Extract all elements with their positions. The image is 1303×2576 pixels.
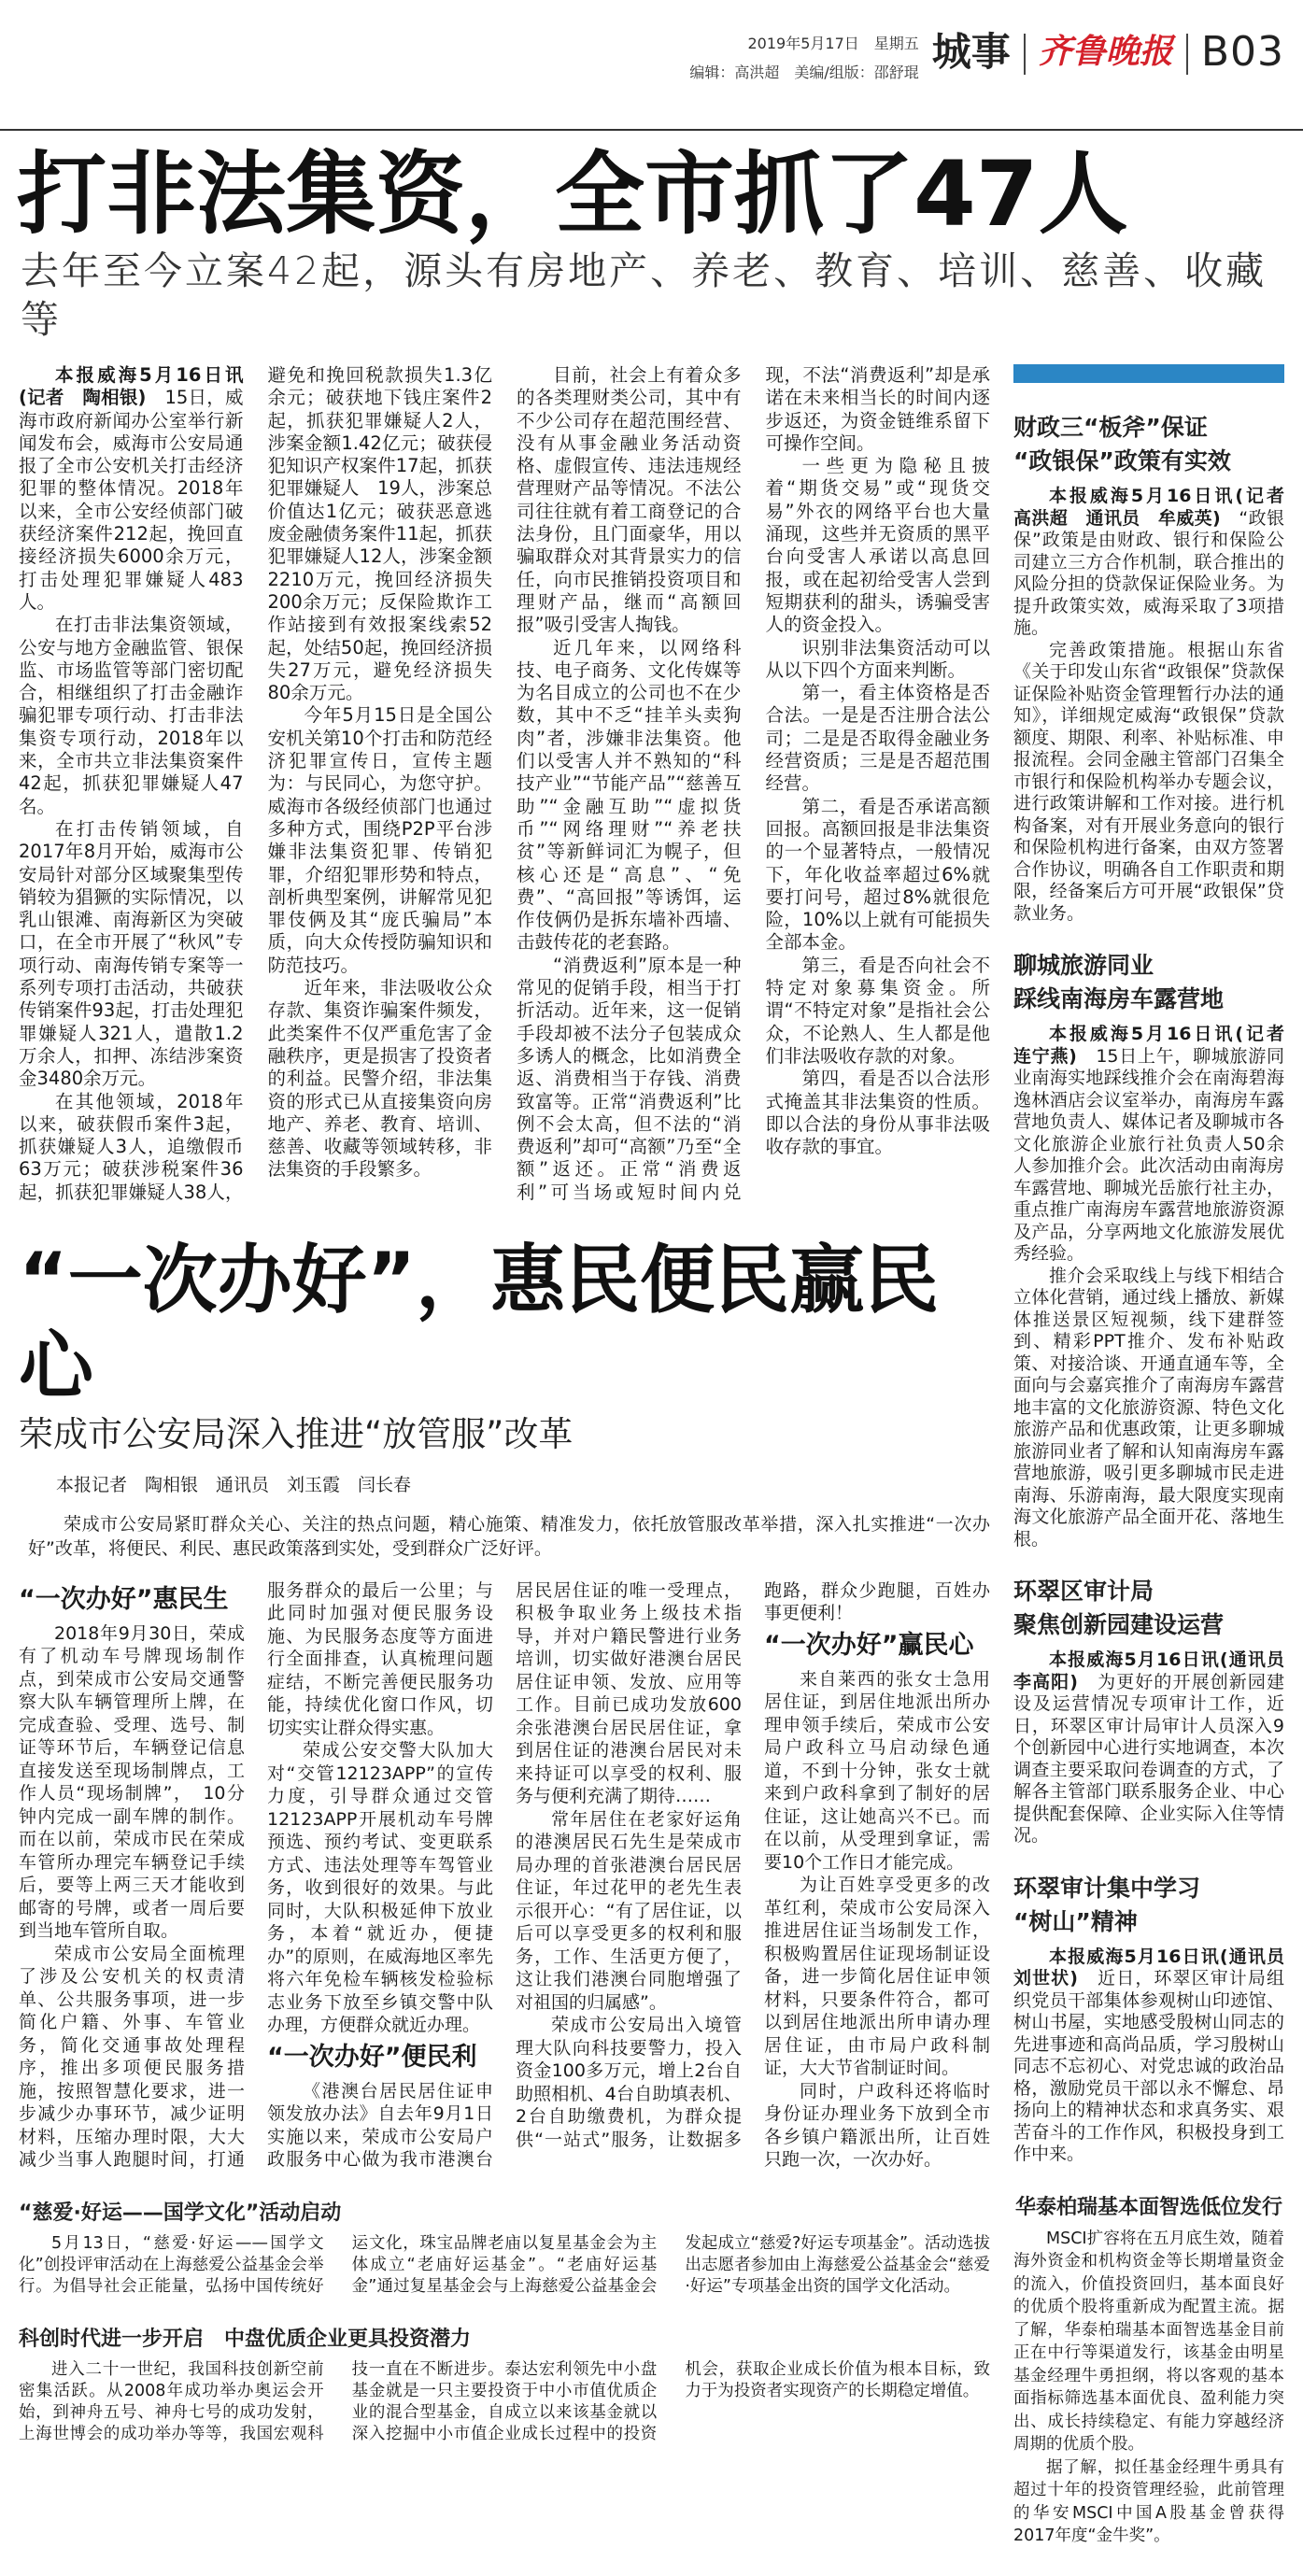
dateline: 本报威海5月16日讯(记者 连宁燕)	[1013, 1024, 1303, 1067]
brief-title: “树山”精神	[1013, 1907, 1138, 1935]
paragraph: 识别非法集资活动可以从以下四个方面来判断。	[765, 636, 990, 681]
lead-headline: 打非法集资，全市抓了47人	[17, 142, 1128, 247]
paragraph: 5月13日，“慈爱·好运——国学文化”创投评审活动在上海慈爱公益基金会举行。为倡导社会正能量，弘扬中国传统好运文化，珠宝品牌老庙以复星基金会为主体成立“老庙好运基金”。“老庙好运基金”通过复星基金会与上海慈爱公益基金会发起成立“慈爱?好运专项基金”。活动选拔出志愿者参加由上海慈爱公益基金会“慈爱·好运”专项基金出资的国学文化活动。	[19, 2233, 990, 2296]
dateline: 本报威海5月16日讯(记者 高洪超 通讯员 牟威英)	[1013, 486, 1303, 529]
brief-title: 聊城旅游同业	[1013, 952, 1154, 979]
section-heading: “一次办好”赢民心	[764, 1630, 974, 1660]
paragraph: 来自莱西的张女士急用居住证，到居住地派出所办理申领手续后，荣成市公安局户政科立马启动绿色通道，不到十分钟，张女士就来到户政科拿到了制好的居住证，这让她高兴不已。而在以前，从受理到拿证，需要10个工作日才能完成。	[764, 1668, 990, 1873]
paragraph-text: 近日，环翠区审计局组织党员干部集体参观树山印迹馆、树山书屋，实地感受殷树山同志的先进事迹和高尚品质，学习殷树山同志不忘初心、对党忠诚的政治品格，激励党员干部以永不懈怠、昂扬向上的精神状态和求真务实、艰苦奋斗的工作作风，积极投身到工作中来。	[1013, 1968, 1284, 2164]
paragraph-text: 为更好的开展创新园建设及运营情况专项审计工作，近日，环翠区审计局审计人员深入9个创新园中心进行实地调查，本次调查主要采取问卷调查的方式，了解各主管部门联系服务企业、中心提供配套保障、企业实际入住等情况。	[1013, 1671, 1284, 1846]
page-body	[0, 344, 1303, 2576]
weekday: 星期五	[873, 35, 919, 52]
masthead	[0, 0, 1303, 131]
editors-credit: 编辑：高洪超 美编/组版：邵舒琨	[689, 64, 919, 81]
paragraph: 荣成市公安局出入境管理大队向科技要警力，投入资金100多万元，增上2台自助照相机、4台自助填表机、2台自助缴费机，为群众提供“一站式”服务，让数据多跑路，群众少跑腿，百姓办事更便利！	[516, 1579, 990, 2150]
brief-title: 聚焦创新园建设运营	[1013, 1611, 1225, 1638]
divider	[1024, 34, 1026, 75]
feature-story	[19, 1238, 990, 2172]
brief-title: 环翠区审计局	[1013, 1578, 1154, 1605]
feature-headline: “一次办好”，惠民便民赢民心	[19, 1236, 940, 1409]
paragraph: 第四，看是否以合法形式掩盖其非法集资的性质。即以合法的身份从事非法吸收存款的事宜。	[765, 1068, 990, 1158]
lead-story-body	[19, 364, 990, 1204]
feature-subheadline: 荣成市公安局深入推进“放管服”改革	[19, 1413, 574, 1454]
paragraph: 第一，看主体资格是否合法。一是是否注册合法公司；二是是否取得金融业务经营资质；三是是否超范围经营。	[765, 682, 990, 795]
brief-article	[1013, 1872, 1303, 2166]
brief-title: 财政三“板斧”保证	[1013, 414, 1208, 441]
brief-article	[1013, 411, 1303, 925]
paragraph: 近几年来，以网络科技、电子商务、文化传媒等为名目成立的公司也不在少数，其中不乏“挂羊头卖狗肉”者，涉嫌非法集资。他们以受害人并不熟知的“科技产业”“节能产品”“慈善互助”“金融互助”“虚拟货币”“网络理财”“养老扶贫”等新鲜词汇为幌子，但核心还是“高息”、“免费”、“高回报”等诱饵，运作伎俩仍是拆东墙补西墙、击鼓传花的老套路。	[517, 636, 742, 954]
paragraph: 同时，户政科还将临时身份证办理业务下放到全市各乡镇户籍派出所，让百姓只跑一次，一次办好。	[764, 2080, 990, 2171]
dateline: 本报威海5月16日讯(通讯员 李高阳)	[1013, 1649, 1303, 1692]
section-name: 城事	[931, 29, 1011, 75]
advertorial-body	[19, 2233, 990, 2298]
feature-intro: 荣成市公安局紧盯群众关心、关注的热点问题，精心施策、精准发力，依托放管服改革举措，深入扎实推进“一次办好”改革，将便民、利民、惠民政策落到实处，受到群众广泛好评。	[28, 1513, 990, 1559]
brief-article	[1013, 949, 1303, 1550]
paragraph: 在打击传销领域，自2017年8月开始，威海市公安局针对部分区域聚集型传销较为猖獗的实际情况，以乳山银滩、南海新区为突破口，在全市开展了“秋风”专项行动、南海传销专案等一系列专项打击活动，共破获传销案件93起，打击处理犯罪嫌疑人321人，遣散1.2万余人，扣押、冻结涉案资金3480余万元。	[19, 817, 244, 1090]
accent-bar	[1013, 364, 1284, 383]
paragraph: “消费返利”原本是一种常见的促销手段，相当于打折活动。近年来，这一促销手段却被不法分子包装成众多诱人的概念，比如消费全返、消费相当于存钱、消费致富等。正常“消费返利”比例不会太高，但不法的“消费返利”却可“高额”乃至“全额”返还。正常“消费返利”可当场或短时间内兑现，不法“消费返利”却是承诺在未来相当长的时间内逐步返还，为资金链维系留下可操作空间。	[517, 364, 990, 1203]
brief-title: 环翠审计集中学习	[1013, 1874, 1201, 1902]
issue-date	[747, 32, 918, 53]
brief-title: 踩线南海房车露营地	[1013, 985, 1225, 1012]
advertorial-body	[19, 2359, 990, 2445]
paragraph	[1013, 1649, 1303, 1847]
paragraph	[1013, 486, 1303, 640]
page-number: B03	[1200, 28, 1284, 76]
advertorial-title: “慈爱·好运——国学文化”活动启动	[19, 2201, 342, 2225]
advertorial	[1013, 2194, 1284, 2548]
paragraph: 完善政策措施。根据山东省《关于印发山东省“政银保”贷款保证保险补贴资金管理暂行办法的通知》，详细规定威海“政银保”贷款额度、期限、利率、补贴标准、申报流程。会同金融主管部门召集全市银行和保险机构举办专题会议，进行政策讲解和工作对接。进行机构备案，对有开展业务意向的银行和保险机构进行备案，由双方签署合作协议，明确各自工作职责和期限，经备案后方可开展“政银保”贷款业务。	[1013, 639, 1284, 924]
paragraph: 目前，社会上有着众多的各类理财类公司，其中有不少公司存在超范围经营、没有从事金融业务活动资格、虚假宣传、违法违规经营理财产品等情况。不法公司往往就有着工商登记的合法身份，且门面豪华，用以骗取群众对其背景实力的信任，向市民推销投资项目和理财产品，继而“高额回报”吸引受害人掏钱。	[517, 364, 742, 636]
paragraph: 荣成市公安局全面梳理了涉及公安机关的权责清单、公共服务事项，进一步简化户籍、外事、车管业务，简化交通事故处理程序，推出多项便民服务措施，按照智慧化要求，进一步减少办事环节，减少证明材料，压缩办理时限，大大减少当事人跑腿时间，打通服务群众的最后一公里；与此同时加强对便民服务设施、为民服务态度等方面进行全面排查，认真梳理问题症结，不断完善便民服务功能，持续优化窗口作风，切切实实让群众得实惠。	[19, 1579, 493, 2171]
paragraph: 在其他领域，2018年以来，破获假币案件3起，抓获嫌疑人3人，追缴假币63万元；破获涉税案件36起，抓获犯罪嫌疑人38人，避免和挽回税款损失1.3亿余元；破获地下钱庄案件2起，抓获犯罪嫌疑人2人，涉案金额1.42亿元；破获侵犯知识产权案件17起，抓获犯罪嫌疑人 19人，涉案总价值达1亿元；破获恶意逃废金融债务案件11起，抓获犯罪嫌疑人12人，涉案金额2210万元，挽回经济损失200余万元；反保险欺诈工作站接到有效报案线索52起，处结50起，挽回经济损失27万元，避免经济损失80余万元。	[19, 364, 492, 1203]
paragraph: 荣成公安交警大队加大对“交管12123APP”的宣传力度，引导群众通过交管12123APP开展机动车号牌预选、预约考试、变更联系方式、违法处理等车驾管业务，收到很好的效果。与此同时，大队积极延伸下放业务，本着“就近办，便捷办”的原则，在威海地区率先将六年免检车辆核发检验标志业务下放至乡镇交警中队办理，方便群众就近办理。	[267, 1740, 493, 2036]
paragraph: 在打击非法集资领域，公安与地方金融监管、银保监、市场监管等部门密切配合，相继组织了打击金融诈骗犯罪专项行动、打击非法集资专项行动，2018年以来，全市共立非法集资案件42起，抓获犯罪嫌疑人47名。	[19, 614, 244, 817]
newspaper-logo: 齐鲁晚报	[1038, 33, 1173, 71]
paragraph	[1013, 1946, 1303, 2166]
issue-meta	[689, 28, 918, 82]
paragraph: 2018年9月30日，荣成有了机动车号牌现场制作点，到荣成市公安局交通警察大队车辆管理所上牌，在完成查验、受理、选号、制证等环节后，车辆登记信息直接发送至现场制牌点，工作人员“现场制牌”， 10分钟内完成一副车牌的制作。而在以前，荣成市民在荣成车管所办理完车辆登记手续后，要等上两三天才能收到邮寄的号牌，或者一周后要到当地车管所自取。	[19, 1622, 245, 1942]
paragraph: 近年来，非法吸收公众存款、集资诈骗案件频发，此类案件不仅严重危害了金融秩序，更是损害了投资者的利益。民警介绍，非法集资的形式已从直接集资向房地产、养老、教育、培训、慈善、收藏等领域转移，非法集资的手段繁多。	[267, 977, 492, 1181]
paragraph-text: 15日，威海市政府新闻办公室举行新闻发布会，威海市公安局通报了全市公安机关打击经济犯罪的整体情况。2018年以来，全市公安经侦部门破获经济案件212起，挽回直接经济损失6000余万元，打击处理犯罪嫌疑人483人。	[19, 387, 244, 613]
paragraph: 据了解，拟任基金经理牛勇具有超过十年的投资管理经验，此前管理的华安MSCI中国A股基金曾获得2017年度“金牛奖”。	[1013, 2457, 1284, 2545]
paragraph	[19, 364, 244, 614]
paragraph: 为让百姓享受更多的改革红利，荣成市公安局深入推进居住证当场制发工作，积极购置居住证现场制证设备，进一步简化居住证申领材料，只要条件符合，都可以到居住地派出所申请办理居住证，由市局户政科制证，大大节省制证时间。	[764, 1875, 990, 2079]
lead-subheadline: 去年至今立案42起，源头有房地产、养老、教育、培训、慈善、收藏等	[21, 248, 1268, 342]
paragraph: 一些更为隐秘且披着“期货交易”或“现货交易”外衣的网络平台也大量涌现，这些并无资质的黑平台向受害人承诺以高息回报，或在起初给受害人尝到短期获利的甜头，诱骗受害人的资金投入。	[765, 455, 990, 636]
paragraph	[1013, 1024, 1303, 1266]
paragraph: 推介会采取线上与线下相结合立体化营销，通过线上播放、新媒体推送景区短视频，线下建群签到、精彩PPT推介、发布补贴政策、对接洽谈、开通直通车等，全面向与会嘉宾推介了南海房车露营地丰富的文化旅游资源、特色文化旅游产品和优惠政策，让更多聊城旅游同业者了解和认知南海房车露营地旅游，吸引更多聊城市民走进南海、乐游南海，最大限度实现南海文化旅游产品全面开花、落地生根。	[1013, 1265, 1284, 1550]
section-heading: “一次办好”惠民生	[19, 1584, 229, 1614]
advertorial	[19, 2326, 990, 2445]
feature-body	[19, 1579, 990, 2172]
paragraph: 《港澳台居民居住证申领发放办法》自去年9月1日实施以来，荣成市公安局户政服务中心做为我市港澳台居民居住证的唯一受理点，积极争取业务上级技术指导，并对户籍民警进行业务培训，切实做好港澳台居民居住证申领、发放、应用等工作。目前已成功发放600余张港澳台居民居住证，拿到居住证的港澳台居民对未来持证可以享受的权利、服务与便利充满了期待……	[267, 1579, 742, 2171]
dateline: 本报威海5月16日讯(通讯员 刘世状)	[1013, 1946, 1303, 1989]
date: 2019年5月17日	[747, 35, 859, 52]
paragraph: 今年5月15日是全国公安机关第10个打击和防范经济犯罪宣传日，宣传主题为：与民同心，为您守护。威海市各级经侦部门也通过多种方式，围绕P2P平台涉嫌非法集资犯罪、传销犯罪，介绍犯罪形势和特点，剖析典型案例，讲解常见犯罪伎俩及其“庞氏骗局”本质，向大众传授防骗知识和防范技巧。	[267, 704, 492, 976]
paragraph: 第二，看是否承诺高额回报。高额回报是非法集资的一个显著特点，一般情况下，年化收益率超过6%就要打问号，超过8%就很危险，10%以上就有可能损失全部本金。	[765, 795, 990, 954]
brief-article	[1013, 1575, 1303, 1847]
section-heading: “一次办好”便民利	[267, 2042, 477, 2072]
dateline: 本报威海5月16日讯(记者 陶相银)	[19, 364, 244, 409]
divider	[1186, 34, 1188, 75]
paragraph-text: “政银保”政策是由财政、银行和保险公司建立三方合作机制，联合推出的风险分担的贷款保证保险业务。为提升政策实效，威海采取了3项措施。	[1013, 507, 1284, 638]
advertorial	[19, 2200, 990, 2298]
byline: 本报记者 陶相银 通讯员 刘玉霞 闫长春	[56, 1474, 412, 1495]
advertorial-body	[1013, 2228, 1284, 2548]
paragraph: 进入二十一世纪，我国科技创新空前密集活跃。从2008年成功举办奥运会开始，到神舟五号、神舟七号的成功发射，上海世博会的成功举办等等，我国宏观科技一直在不断进步。泰达宏利领先中小盘基金就是一只主要投资于中小市值优质企业的混合型基金，自成立以来该基金就以深入挖掘中小市值企业成长过程中的投资机会，获取企业成长价值为根本目标，致力于为投资者实现资产的长期稳定增值。	[19, 2359, 990, 2443]
advertorial-title: 华泰柏瑞基本面智选低位发行	[1014, 2195, 1282, 2219]
paragraph-text: 15日上午，聊城旅游同业南海实地踩线推介会在南海碧海逸林酒店会议室举办，南海房车露营地负责人、媒体记者及聊城市各文化旅游企业旅行社负责人50余人参加推介会。此次活动由南海房车露营地、聊城光岳旅行社主办，重点推广南海房车露营地旅游资源及产品，分享两地文化旅游发展优秀经验。	[1013, 1045, 1284, 1264]
main-column	[19, 364, 990, 2445]
brief-title: “政银保”政策有实效	[1013, 447, 1231, 474]
advertorial-title: 科创时代进一步开启 中盘优质企业更具投资潜力	[19, 2327, 472, 2351]
news-brief-column	[1013, 364, 1303, 2548]
paragraph: MSCI扩容将在五月底生效，随着海外资金和机构资金等长期增量资金的流入，价值投资回归，基本面良好的优质个股将重新成为配置主流。据了解，华泰柏瑞基本面智选基金目前正在中行等渠道发行，该基金由明星基金经理牛勇担纲，将以客观的基本面指标筛选基本面优良、盈利能力突出、成长持续稳定、有能力穿越经济周期的优质个股。	[1013, 2229, 1284, 2454]
paragraph: 常年居住在老家好运角的港澳居民石先生是荣成市局办理的首张港澳台居民居住证，年过花甲的老先生表示很开心：“有了居住证，以后可以享受更多的权利和服务，工作、生活更方便了，这让我们港澳台同胞增强了对祖国的归属感”。	[516, 1808, 742, 2013]
paragraph: 第三，看是否向社会不特定对象募集资金。所谓“不特定对象”是指社会公众，不论熟人、生人都是他们非法吸收存款的对象。	[765, 954, 990, 1067]
